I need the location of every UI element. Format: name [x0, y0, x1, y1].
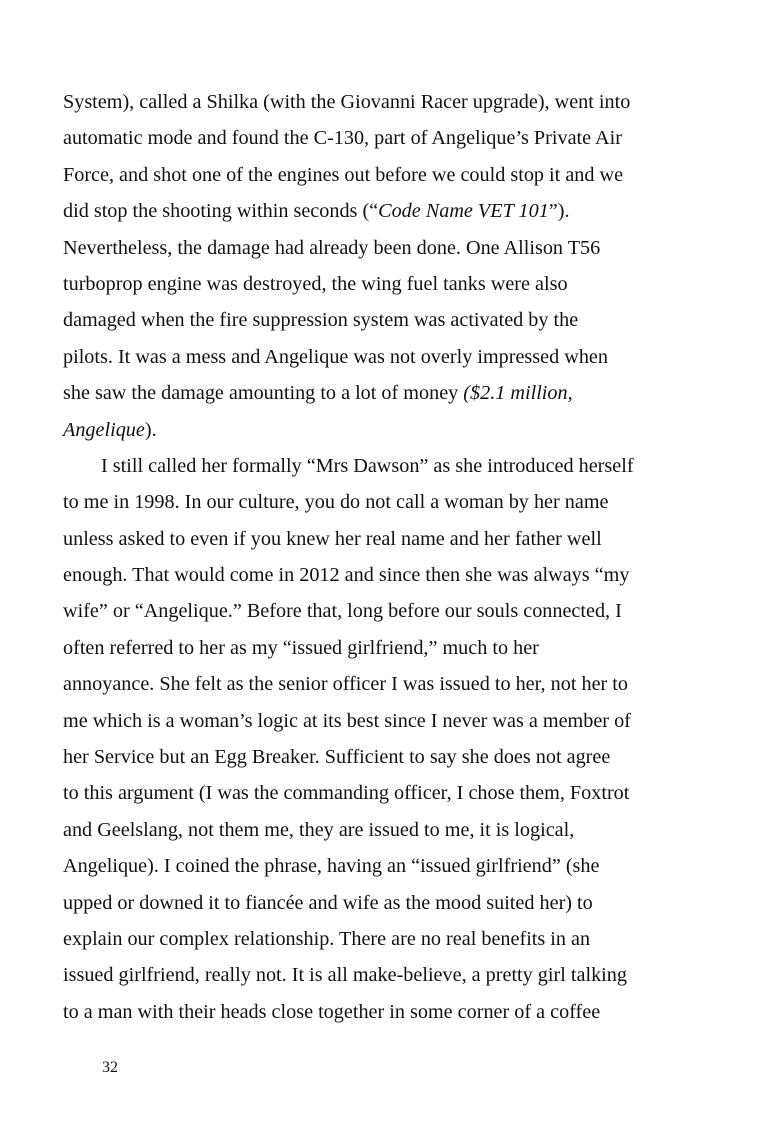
text-run: did stop the shooting within seconds (“ [63, 200, 379, 223]
text-run: I still called her formally “Mrs Dawson” as she introduced herself [101, 454, 634, 477]
text-line [63, 266, 663, 302]
text-run: to a man with their heads close together in some corner of a coffee [63, 1000, 601, 1023]
text-run: Angelique). I coined the phrase, having an “issued girlfriend” (she [63, 855, 600, 878]
text-run: her Service but an Egg Breaker. Sufficient to say she does not agree [63, 746, 611, 769]
italic-text: Code Name VET 101 [378, 200, 549, 223]
italic-text: Angelique [63, 418, 145, 441]
text-line [63, 193, 663, 229]
text-line [63, 703, 663, 739]
text-line [63, 230, 663, 266]
page-number: 32 [102, 1059, 118, 1076]
text-line [63, 302, 663, 338]
italic-text: ($2.1 million, [463, 382, 573, 405]
text-run: Nevertheless, the damage had already been done. One Allison T56 [63, 236, 601, 259]
text-run: enough. That would come in 2012 and since then she was always “my [63, 564, 630, 587]
text-line [63, 339, 663, 375]
text-run: upped or downed it to fiancée and wife as the mood suited her) to [63, 891, 593, 914]
text-run: Force, and shot one of the engines out before we could stop it and we [63, 163, 624, 186]
text-run: she saw the damage amounting to a lot of money [63, 382, 464, 405]
text-line [63, 957, 663, 993]
body-text [63, 84, 663, 1030]
text-run: turboprop engine was destroyed, the wing fuel tanks were also [63, 272, 568, 295]
text-line [63, 84, 663, 120]
text-run: to this argument (I was the commanding officer, I chose them, Foxtrot [63, 782, 630, 805]
text-run: often referred to her as my “issued girlfriend,” much to her [63, 636, 539, 659]
text-line [63, 812, 663, 848]
text-line [63, 885, 663, 921]
text-line [63, 666, 663, 702]
text-line [63, 521, 663, 557]
text-run: to me in 1998. In our culture, you do not call a woman by her name [63, 491, 609, 514]
text-run: me which is a woman’s logic at its best since I never was a member of [63, 709, 631, 732]
text-run: System), called a Shilka (with the Giovanni Racer upgrade), went into [63, 91, 631, 113]
text-line [63, 557, 663, 593]
text-line [63, 848, 663, 884]
text-run: explain our complex relationship. There are no real benefits in an [63, 927, 591, 950]
text-run: unless asked to even if you knew her real name and her father well [63, 527, 602, 550]
text-line [63, 157, 663, 193]
text-line [63, 120, 663, 156]
text-line [63, 739, 663, 775]
text-line [63, 921, 663, 957]
text-run: wife” or “Angelique.” Before that, long before our souls connected, I [63, 600, 622, 623]
text-line [63, 448, 663, 484]
text-run: annoyance. She felt as the senior officer I was issued to her, not her to [63, 673, 629, 696]
text-line [63, 775, 663, 811]
text-run: issued girlfriend, really not. It is all make-believe, a pretty girl talking [63, 964, 627, 987]
text-run: automatic mode and found the C-130, part of Angelique’s Private Air [63, 127, 622, 150]
text-line [63, 630, 663, 666]
text-run: and Geelslang, not them me, they are issued to me, it is logical, [63, 818, 575, 841]
text-line [63, 412, 663, 448]
text-line [63, 484, 663, 520]
text-line [63, 593, 663, 629]
text-line [63, 375, 663, 411]
text-run: ). [144, 418, 157, 441]
text-run: damaged when the fire suppression system was activated by the [63, 309, 579, 332]
text-run: pilots. It was a mess and Angelique was not overly impressed when [63, 345, 608, 368]
text-run: ”). [548, 200, 570, 223]
text-line [63, 994, 663, 1030]
